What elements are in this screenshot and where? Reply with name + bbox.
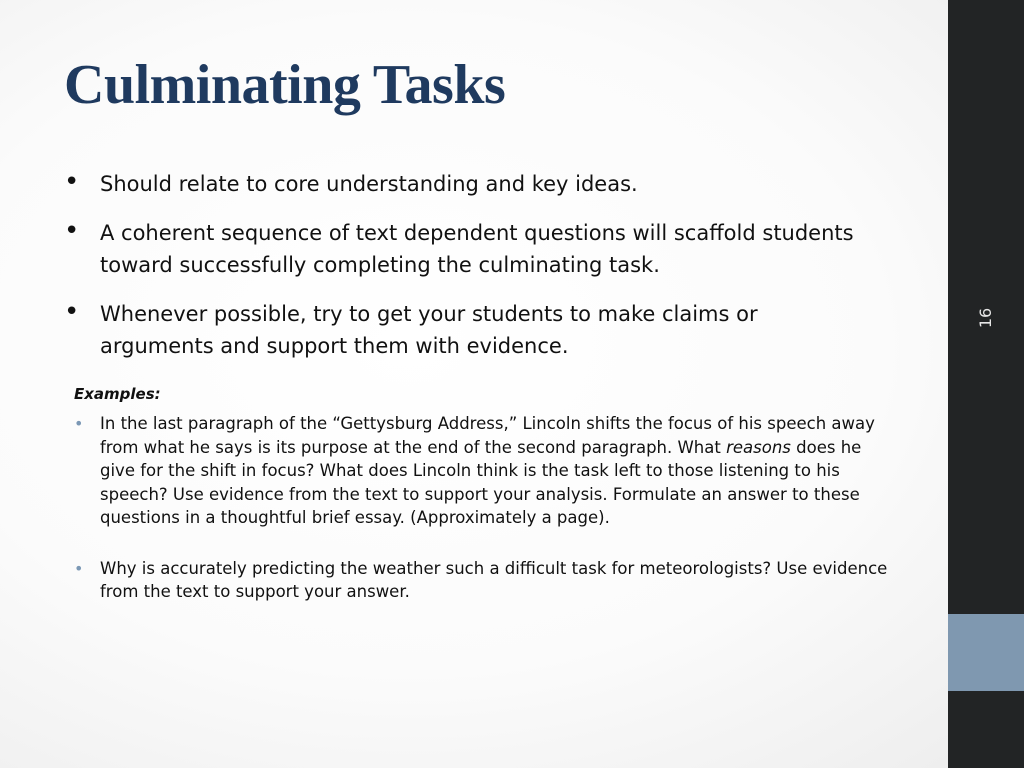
example-text-before: In the last paragraph of the “Gettysburg Address,” Lincoln shifts the focus of his speech away from what he says is its purpose at the end of the second paragraph. What: [100, 414, 875, 457]
slide-sidebar: [948, 0, 1024, 768]
examples-list: [74, 412, 894, 631]
bullet-dot-icon: •: [64, 297, 80, 327]
sidebar-accent-block: [948, 614, 1024, 691]
bullet-dot-icon: •: [64, 216, 80, 246]
example-item: [74, 557, 894, 604]
slide-number: 16: [976, 307, 995, 329]
example-emphasis: reasons: [726, 437, 791, 457]
example-item: [74, 412, 894, 530]
main-bullet-item: [64, 217, 864, 281]
sub-bullet-dot-icon: •: [74, 558, 84, 578]
sub-bullet-dot-icon: •: [74, 414, 84, 433]
example-text: Why is accurately predicting the weather such a difficult task for meteorologists? Use evidence from the text to support your answer.: [100, 558, 888, 601]
main-bullet-item: [64, 298, 864, 362]
example-text-after: does he give for the shift in focus? What does Lincoln think is the task left to those listening to his speech? Use evidence from the text to support your analysis. Formulate an answer to these questions in a thoughtful brief essay. (Approximately a page).: [100, 437, 862, 527]
bullet-dot-icon: •: [64, 167, 80, 197]
examples-label: Examples:: [74, 385, 161, 403]
main-bullet-text: Whenever possible, try to get your students to make claims or arguments and support them with evidence.: [100, 302, 758, 358]
main-bullet-text: A coherent sequence of text dependent questions will scaffold students toward successfully completing the culminating task.: [100, 221, 854, 277]
main-bullet-item: [64, 168, 864, 200]
main-bullet-text: Should relate to core understanding and key ideas.: [100, 172, 638, 196]
main-bullet-list: [64, 168, 864, 379]
slide-title: Culminating Tasks: [64, 54, 506, 116]
example-text: [100, 414, 875, 527]
